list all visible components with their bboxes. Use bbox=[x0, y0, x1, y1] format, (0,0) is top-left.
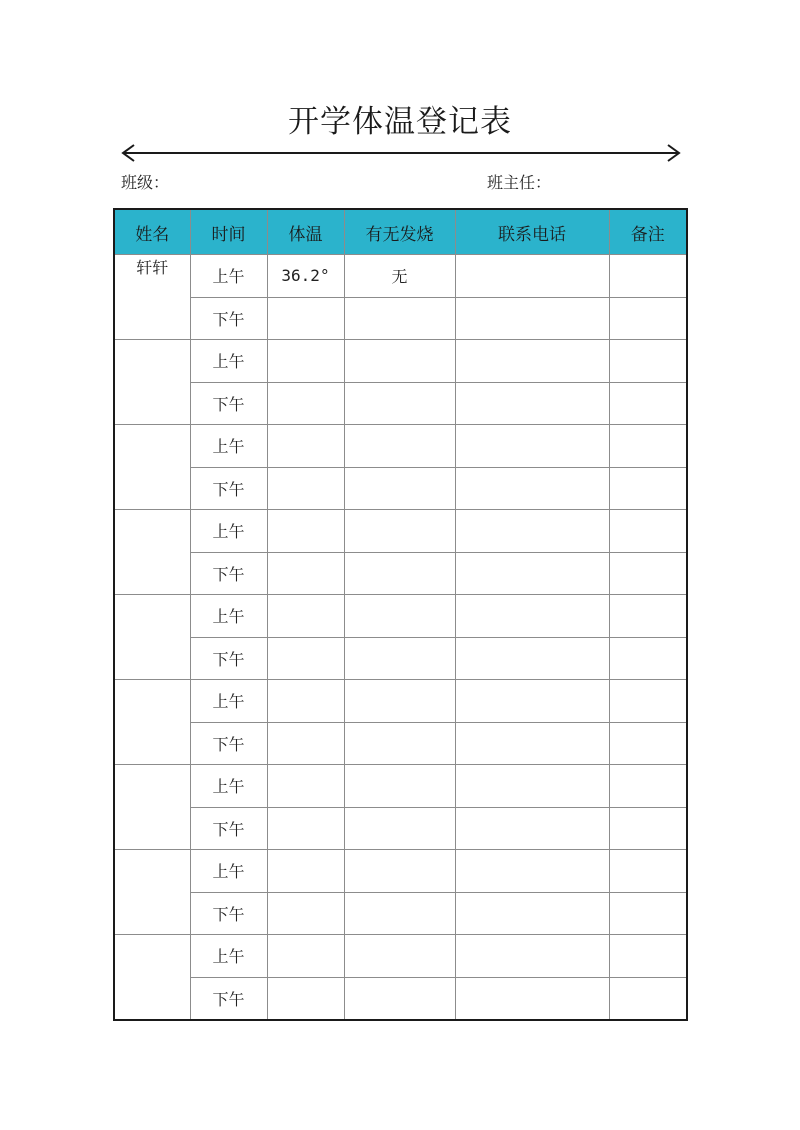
phone-cell[interactable] bbox=[455, 765, 609, 808]
fever-cell[interactable] bbox=[344, 467, 455, 510]
table-row bbox=[114, 765, 687, 808]
time-cell: 上午 bbox=[190, 425, 267, 468]
time-cell: 下午 bbox=[190, 637, 267, 680]
header-time: 时间 bbox=[190, 209, 267, 255]
table-row bbox=[114, 722, 687, 765]
page-title: 开学体温登记表 bbox=[288, 104, 512, 140]
student-name-cell[interactable] bbox=[114, 510, 190, 595]
notes-cell[interactable] bbox=[609, 382, 687, 425]
temperature-cell[interactable] bbox=[267, 765, 344, 808]
header-phone: 联系电话 bbox=[455, 209, 609, 255]
temperature-cell[interactable] bbox=[267, 977, 344, 1020]
phone-cell[interactable] bbox=[455, 467, 609, 510]
fever-cell[interactable] bbox=[344, 595, 455, 638]
temperature-cell[interactable] bbox=[267, 680, 344, 723]
time-cell: 上午 bbox=[190, 510, 267, 553]
temperature-cell[interactable] bbox=[267, 892, 344, 935]
time-cell: 下午 bbox=[190, 467, 267, 510]
phone-cell[interactable] bbox=[455, 510, 609, 553]
time-cell: 上午 bbox=[190, 765, 267, 808]
fever-cell[interactable] bbox=[344, 382, 455, 425]
time-cell: 上午 bbox=[190, 340, 267, 383]
student-name-cell[interactable] bbox=[114, 595, 190, 680]
notes-cell[interactable] bbox=[609, 977, 687, 1020]
table-row bbox=[114, 807, 687, 850]
table-header-row bbox=[114, 209, 687, 255]
fever-cell[interactable] bbox=[344, 680, 455, 723]
fever-cell[interactable] bbox=[344, 340, 455, 383]
fever-cell[interactable] bbox=[344, 892, 455, 935]
fever-cell[interactable] bbox=[344, 722, 455, 765]
notes-cell[interactable] bbox=[609, 807, 687, 850]
phone-cell[interactable] bbox=[455, 340, 609, 383]
table-row bbox=[114, 340, 687, 383]
table-row bbox=[114, 680, 687, 723]
time-cell: 上午 bbox=[190, 850, 267, 893]
student-name-cell[interactable] bbox=[114, 935, 190, 1021]
phone-cell[interactable] bbox=[455, 595, 609, 638]
header-notes: 备注 bbox=[609, 209, 687, 255]
temperature-cell[interactable] bbox=[267, 850, 344, 893]
phone-cell[interactable] bbox=[455, 637, 609, 680]
notes-cell[interactable] bbox=[609, 255, 687, 298]
table-row bbox=[114, 382, 687, 425]
table-row bbox=[114, 892, 687, 935]
student-name-cell[interactable] bbox=[114, 680, 190, 765]
fever-cell[interactable] bbox=[344, 977, 455, 1020]
table-row bbox=[114, 510, 687, 553]
phone-cell[interactable] bbox=[455, 680, 609, 723]
table-row bbox=[114, 297, 687, 340]
notes-cell[interactable] bbox=[609, 297, 687, 340]
fever-cell[interactable] bbox=[344, 765, 455, 808]
table-row bbox=[114, 850, 687, 893]
fever-cell[interactable] bbox=[344, 297, 455, 340]
double-arrow-icon bbox=[118, 142, 684, 164]
temperature-cell[interactable] bbox=[267, 297, 344, 340]
notes-cell[interactable] bbox=[609, 425, 687, 468]
notes-cell[interactable] bbox=[609, 467, 687, 510]
notes-cell[interactable] bbox=[609, 765, 687, 808]
header-fever: 有无发烧 bbox=[344, 209, 455, 255]
table-row bbox=[114, 637, 687, 680]
table-row bbox=[114, 977, 687, 1020]
fever-cell[interactable] bbox=[344, 510, 455, 553]
time-cell: 下午 bbox=[190, 382, 267, 425]
time-cell: 下午 bbox=[190, 807, 267, 850]
notes-cell[interactable] bbox=[609, 680, 687, 723]
temperature-cell[interactable] bbox=[267, 552, 344, 595]
time-cell: 下午 bbox=[190, 977, 267, 1020]
notes-cell[interactable] bbox=[609, 340, 687, 383]
notes-cell[interactable] bbox=[609, 510, 687, 553]
temperature-cell[interactable] bbox=[267, 425, 344, 468]
temperature-cell[interactable]: 36.2° bbox=[267, 255, 344, 298]
fever-cell[interactable] bbox=[344, 807, 455, 850]
time-cell: 下午 bbox=[190, 552, 267, 595]
table-row bbox=[114, 595, 687, 638]
table-body bbox=[114, 255, 687, 1021]
notes-cell[interactable] bbox=[609, 595, 687, 638]
fever-cell[interactable] bbox=[344, 425, 455, 468]
class-label: 班级： bbox=[121, 173, 170, 192]
notes-cell[interactable] bbox=[609, 722, 687, 765]
time-cell: 下午 bbox=[190, 722, 267, 765]
phone-cell[interactable] bbox=[455, 977, 609, 1020]
fever-cell[interactable] bbox=[344, 637, 455, 680]
fever-cell[interactable] bbox=[344, 935, 455, 978]
phone-cell[interactable] bbox=[455, 850, 609, 893]
notes-cell[interactable] bbox=[609, 850, 687, 893]
teacher-label: 班主任： bbox=[487, 173, 552, 192]
time-cell: 上午 bbox=[190, 935, 267, 978]
time-cell: 下午 bbox=[190, 892, 267, 935]
time-cell: 下午 bbox=[190, 297, 267, 340]
student-name-cell[interactable] bbox=[114, 340, 190, 425]
temperature-cell[interactable] bbox=[267, 637, 344, 680]
temperature-cell[interactable] bbox=[267, 722, 344, 765]
phone-cell[interactable] bbox=[455, 935, 609, 978]
fever-cell[interactable]: 无 bbox=[344, 255, 455, 298]
phone-cell[interactable] bbox=[455, 892, 609, 935]
time-cell: 上午 bbox=[190, 255, 267, 298]
temperature-table bbox=[113, 208, 688, 1021]
notes-cell[interactable] bbox=[609, 552, 687, 595]
temperature-cell[interactable] bbox=[267, 807, 344, 850]
table-row bbox=[114, 467, 687, 510]
phone-cell[interactable] bbox=[455, 552, 609, 595]
temperature-cell[interactable] bbox=[267, 467, 344, 510]
table-row bbox=[114, 552, 687, 595]
phone-cell[interactable] bbox=[455, 807, 609, 850]
table-row bbox=[114, 255, 687, 298]
table-row bbox=[114, 425, 687, 468]
fever-cell[interactable] bbox=[344, 850, 455, 893]
temperature-cell[interactable] bbox=[267, 595, 344, 638]
student-name-cell[interactable] bbox=[114, 850, 190, 935]
student-name-cell[interactable] bbox=[114, 425, 190, 510]
temperature-cell[interactable] bbox=[267, 935, 344, 978]
phone-cell[interactable] bbox=[455, 722, 609, 765]
phone-cell[interactable] bbox=[455, 425, 609, 468]
student-name-cell[interactable]: 轩轩 bbox=[114, 255, 190, 340]
time-cell: 上午 bbox=[190, 680, 267, 723]
notes-cell[interactable] bbox=[609, 892, 687, 935]
fever-cell[interactable] bbox=[344, 552, 455, 595]
header-temperature: 体温 bbox=[267, 209, 344, 255]
header-name: 姓名 bbox=[114, 209, 190, 255]
notes-cell[interactable] bbox=[609, 935, 687, 978]
notes-cell[interactable] bbox=[609, 637, 687, 680]
temperature-cell[interactable] bbox=[267, 510, 344, 553]
student-name-cell[interactable] bbox=[114, 765, 190, 850]
phone-cell[interactable] bbox=[455, 255, 609, 298]
table-row bbox=[114, 935, 687, 978]
temperature-cell[interactable] bbox=[267, 382, 344, 425]
temperature-cell[interactable] bbox=[267, 340, 344, 383]
time-cell: 上午 bbox=[190, 595, 267, 638]
phone-cell[interactable] bbox=[455, 297, 609, 340]
phone-cell[interactable] bbox=[455, 382, 609, 425]
